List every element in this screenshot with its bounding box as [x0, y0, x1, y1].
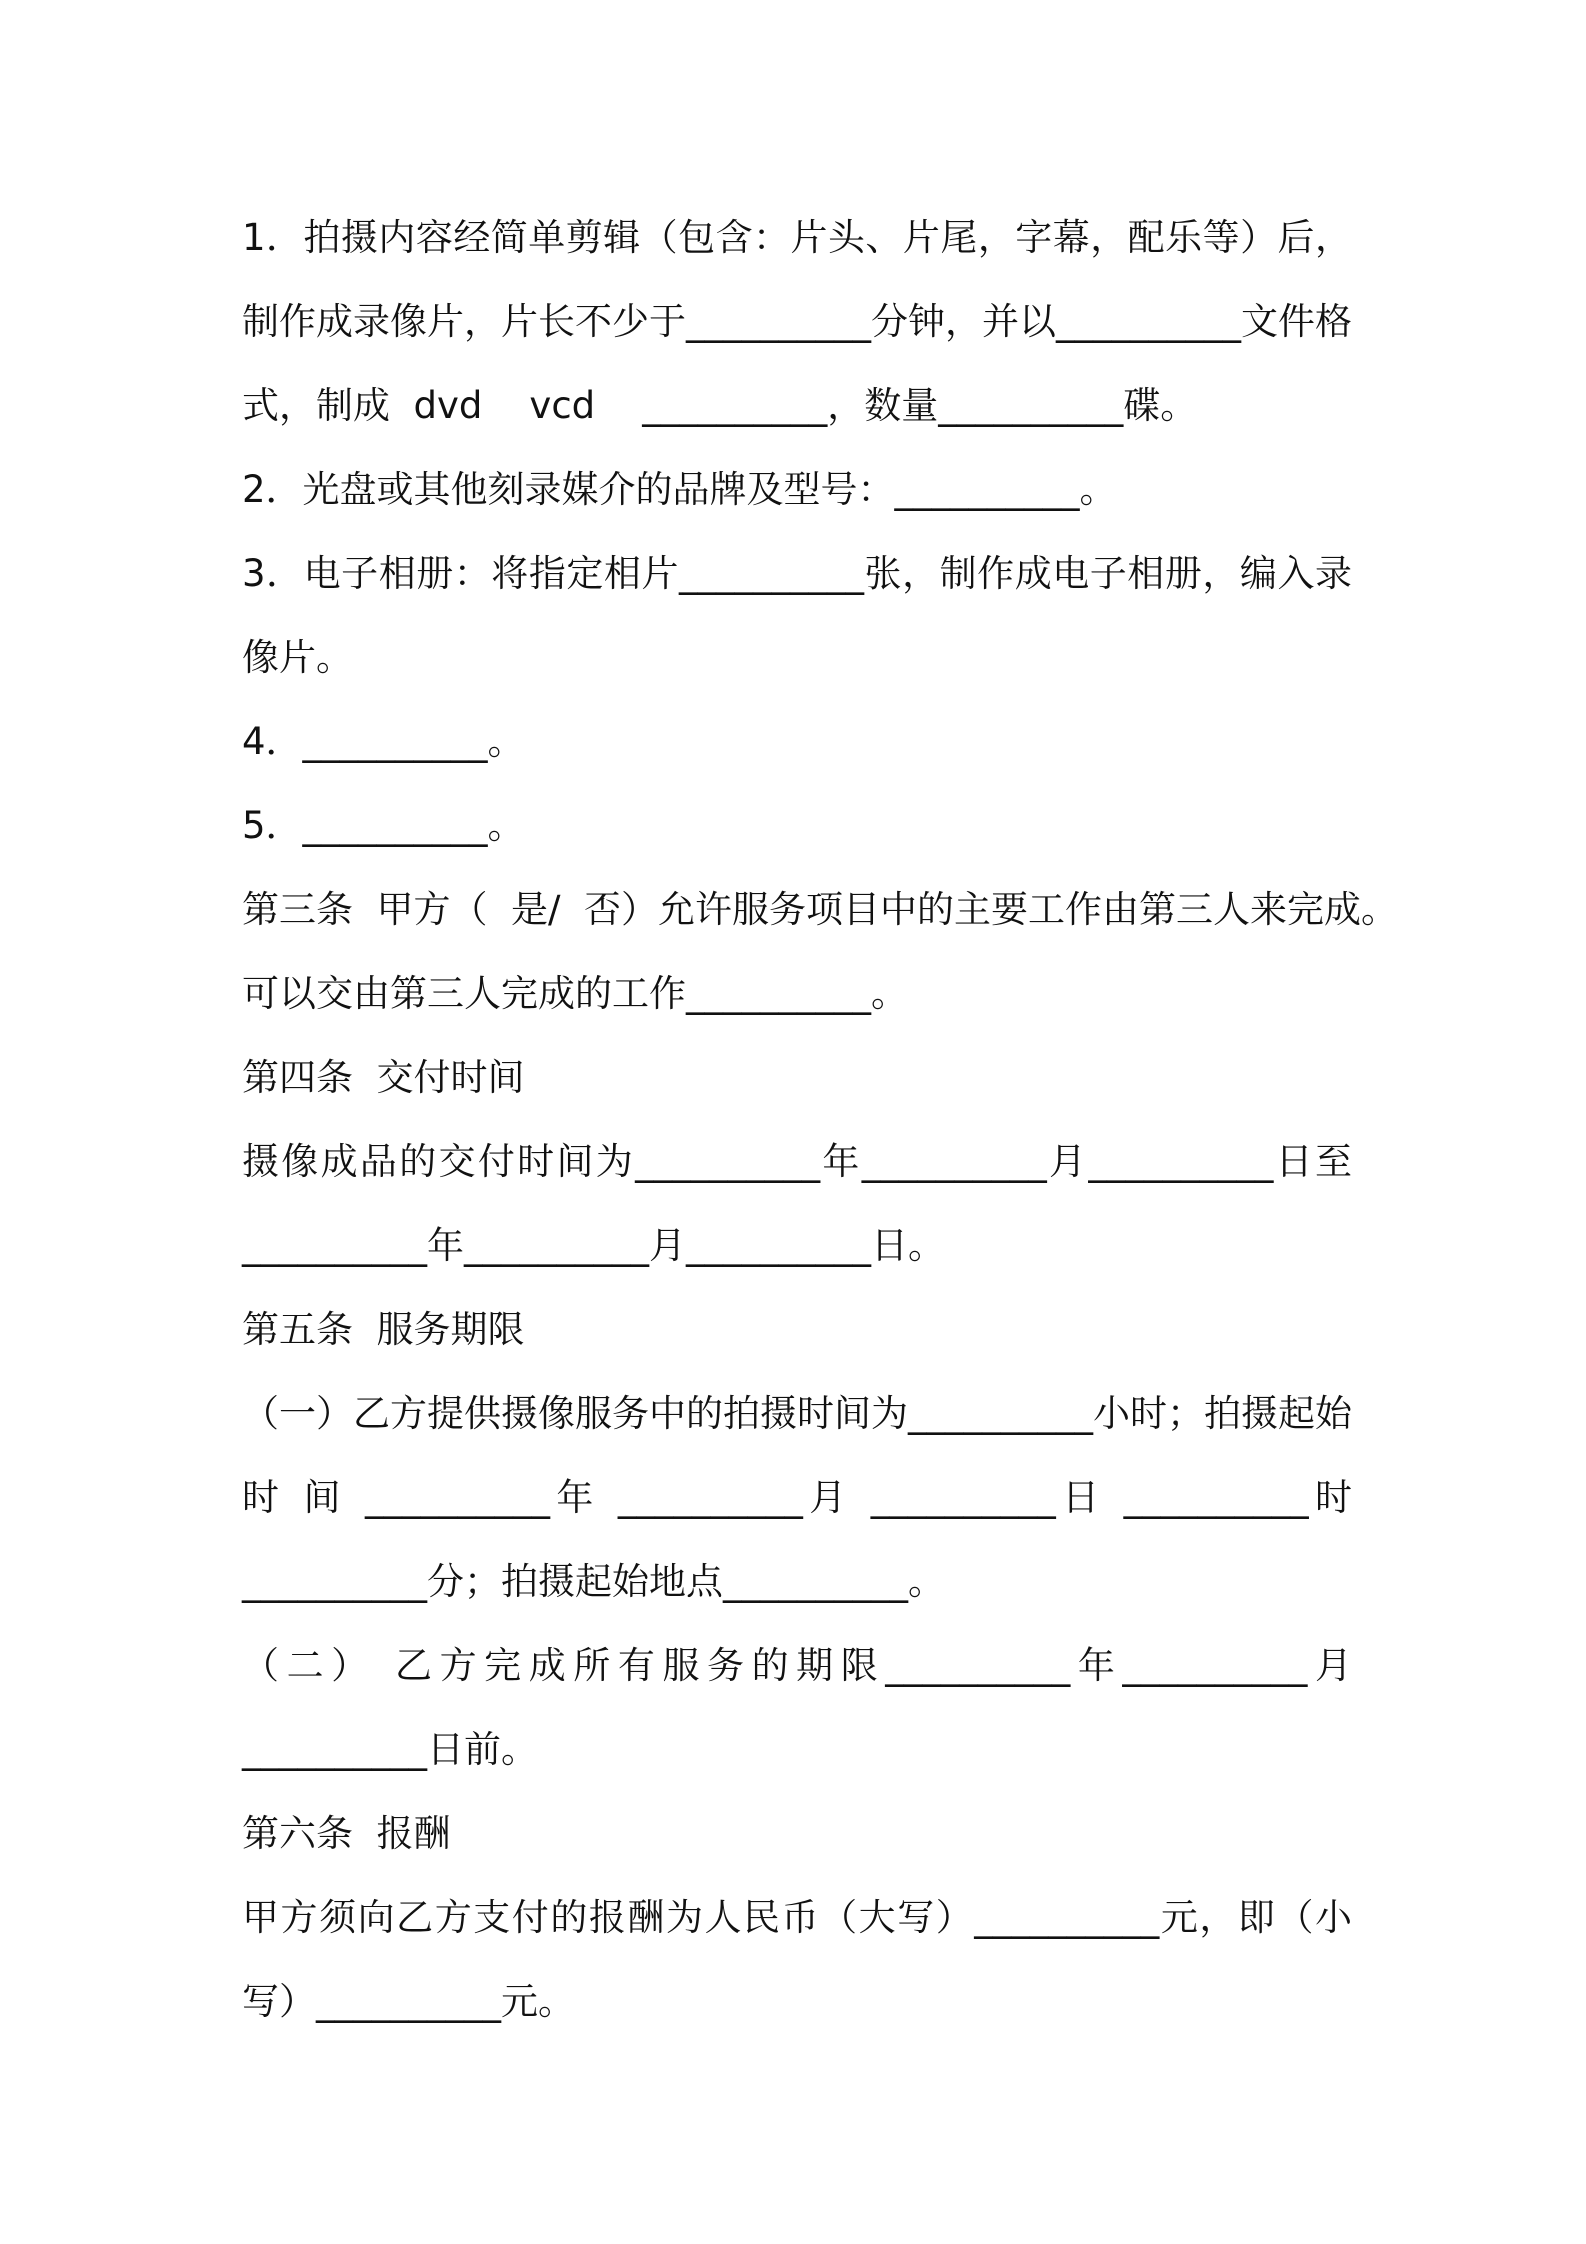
section-heading-article-3: 第三条 甲方（ 是/ 否）允许服务项目中的主要工作由第三人来完成。 — [242, 888, 1399, 931]
text-line: 甲方须向乙方支付的报酬为人民币（大写）__________元，即（小 — [242, 1896, 1352, 1939]
text-line: 摄像成品的交付时间为__________年__________月__________日至 — [242, 1140, 1352, 1183]
document-page — [242, 196, 1399, 2044]
text-line: __________日前。 — [242, 1728, 538, 1771]
section-heading-article-4: 第四条 交付时间 — [242, 1056, 525, 1099]
section-heading-article-6: 第六条 报酬 — [242, 1812, 451, 1855]
text-line: 像片。 — [242, 636, 353, 679]
text-line: 式，制成 dvd vcd __________，数量__________碟。 — [242, 384, 1198, 427]
section-heading-article-5: 第五条 服务期限 — [242, 1308, 525, 1351]
text-line: （一）乙方提供摄像服务中的拍摄时间为__________小时；拍摄起始 — [242, 1392, 1352, 1435]
text-line: __________分；拍摄起始地点__________。 — [242, 1560, 945, 1603]
text-line: 可以交由第三人完成的工作__________。 — [242, 972, 908, 1015]
text-line: 5．__________。 — [242, 804, 525, 847]
text-line: 3．电子相册：将指定相片__________张，制作成电子相册，编入录 — [242, 552, 1352, 595]
text-line: （二） 乙方完成所有服务的期限__________年__________月 — [242, 1644, 1352, 1687]
text-line: 4．__________。 — [242, 720, 525, 763]
text-line: 1．拍摄内容经简单剪辑（包含：片头、片尾，字幕，配乐等）后， — [242, 216, 1352, 259]
text-line: 制作成录像片，片长不少于__________分钟，并以__________文件格 — [242, 300, 1352, 343]
text-line: __________年__________月__________日。 — [242, 1224, 945, 1267]
text-line: 写）__________元。 — [242, 1980, 575, 2023]
text-line: 2．光盘或其他刻录媒介的品牌及型号：__________。 — [242, 468, 1117, 511]
text-line: 时 间 __________年 __________月 __________日 __________时 — [242, 1476, 1352, 1519]
